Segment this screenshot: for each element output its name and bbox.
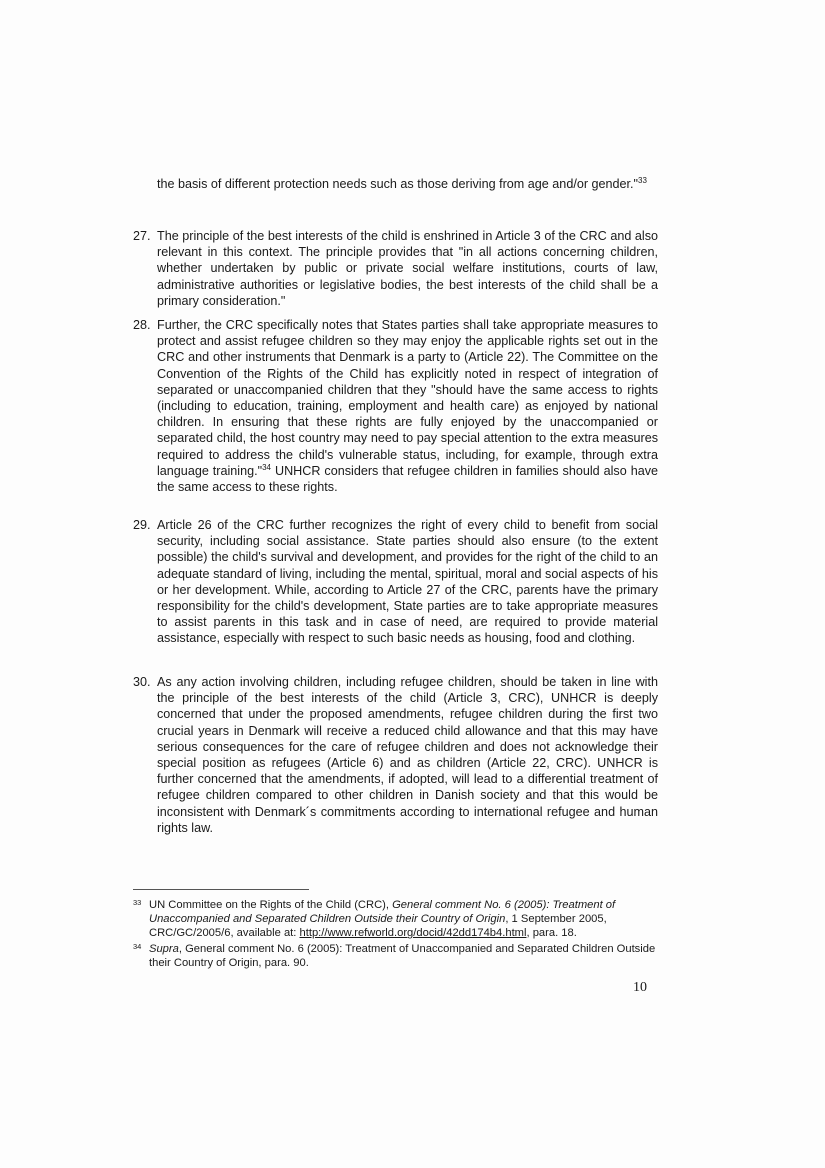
footnote-number: 33 [133, 898, 142, 907]
continuation-paragraph [157, 176, 658, 192]
footnote-text-part: , para. 18. [526, 927, 577, 940]
paragraph-28 [133, 317, 658, 495]
paragraph-number: 29. [133, 518, 151, 532]
paragraph-text: The principle of the best interests of the child is enshrined in Article 3 of the CRC and also relevant in this context. The principle provides that "in all actions concerning children, whether undertaken by public or private social welfare institutions, courts of law, administrative authorities or legislative bodies, the best interests of the child shall be a primary consideration." [157, 229, 658, 308]
paragraph-27 [133, 228, 658, 309]
continuation-text: the basis of different protection needs such as those deriving from age and/or gender." [157, 177, 639, 191]
page-number: 10 [633, 980, 647, 995]
footnote-33 [133, 898, 658, 941]
footnote-italic-supra: Supra [149, 943, 179, 955]
footnote-text [149, 898, 658, 941]
paragraph-number: 30. [133, 675, 151, 689]
paragraph-number: 28. [133, 318, 151, 332]
footnote-34 [133, 942, 658, 970]
footnote-separator [133, 889, 309, 890]
footnote-ref-33: 33 [638, 175, 647, 185]
footnote-number: 34 [133, 942, 142, 951]
paragraph-text: Article 26 of the CRC further recognizes the right of every child to benefit from social security, including social assistance. State parties should also ensure (to the extent possible) the child's survival and development, and provides for the right of the child to an adequate standard of living, including the mental, spiritual, moral and social aspects of his or her development. While, according to Article 27 of the CRC, parents have the primary responsibility for the child's development, State parties are to take appropriate measures to assist parents in this task and in case of need, are required to provide material assistance, especially with respect to such basic needs as housing, food and clothing. [157, 518, 658, 646]
paragraph-29 [133, 517, 658, 647]
footnote-text [149, 942, 658, 970]
footnote-italic-title: General comment No. 6 (2005): Treatment of Unaccompanied and Separated Children Outside their Country of Origin [149, 899, 616, 926]
footnote-link[interactable]: http://www.refworld.org/docid/42dd174b4.html [299, 927, 527, 940]
footnote-text-part: UN Committee on the Rights of the Child (CRC), [149, 899, 393, 911]
paragraph-text: As any action involving children, including refugee children, should be taken in line with the principle of the best interests of the child (Article 3, CRC), UNHCR is deeply concerned that under the proposed amendments, refugee children during the first two crucial years in Denmark will receive a reduced child allowance and that this may have serious consequences for the care of refugee children and does not acknowledge their special position as refugees (Article 6) and as children (Article 22, CRC). UNHCR is further concerned that the amendments, if adopted, will lead to a differential treatment of refugee children compared to other children in Danish society and that this would be inconsistent with Denmark´s commitments according to international refugee and human rights law. [157, 675, 658, 835]
paragraph-number: 27. [133, 229, 151, 243]
paragraph-text-after: UNHCR considers that refugee children in families should also have the same access to these rights. [157, 463, 658, 495]
footnote-ref-34: 34 [262, 462, 271, 472]
footnote-text-part: , General comment No. 6 (2005): Treatment of Unaccompanied and Separated Children Outside their Country of Origin, para. 90. [149, 943, 656, 970]
paragraph-text [157, 317, 658, 495]
footnote-text-part: , 1 September 2005, CRC/GC/2005/6, available at: [149, 913, 607, 940]
paragraph-30 [133, 674, 658, 836]
paragraph-text-before: Further, the CRC specifically notes that States parties shall take appropriate measures to protect and assist refugee children so they may enjoy the applicable rights set out in the CRC and other instruments that Denmark is a party to (Article 22). The Committee on the Convention of the Rights of the Child has explicitly noted in respect of integration of separated or unaccompanied children that they "should have the same access to rights (including to education, training, employment and health care) as enjoyed by national children. In ensuring that these rights are fully enjoyed by the unaccompanied or separated child, the host country may need to pay special attention to the extra measures required to address the child's vulnerable status, including, for example, through extra language training." [157, 318, 658, 478]
